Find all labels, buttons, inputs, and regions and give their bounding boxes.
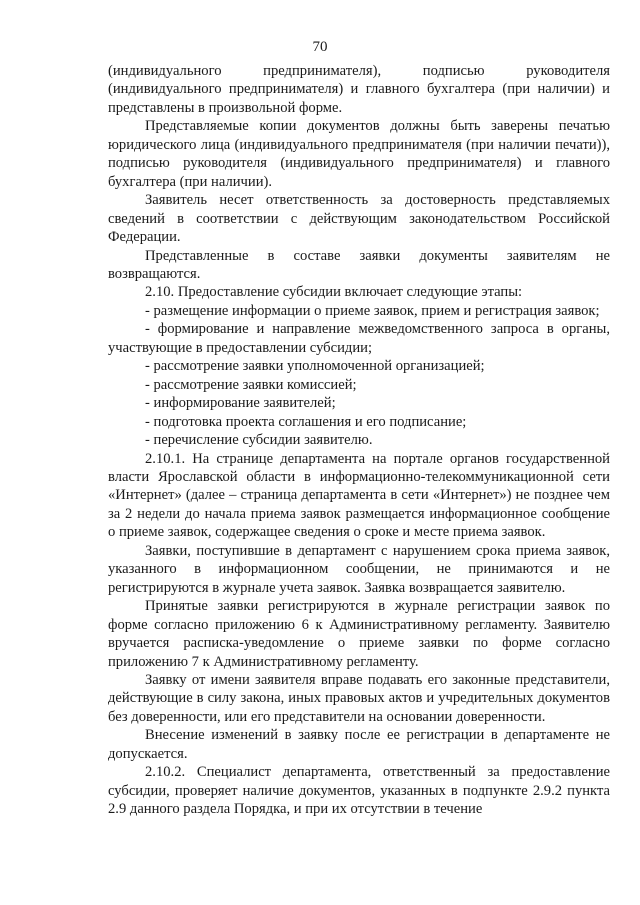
paragraph: Заявки, поступившие в департамент с нарушением срока приема заявок, указанного в информационном сообщении, не принимаются и не регистрируются в журнале учета заявок. Заявка возвращается заявителю. <box>108 542 610 596</box>
paragraph: Представленные в составе заявки документы заявителям не возвращаются. <box>108 247 610 282</box>
list-item: - информирование заявителей; <box>145 395 336 412</box>
document-body <box>108 62 610 819</box>
list-item: - рассмотрение заявки комиссией; <box>145 376 357 393</box>
list-item: - формирование и направление межведомственного запроса в органы, участвующие в предоставлении субсидии; <box>108 321 610 356</box>
section-2-10-1: 2.10.1. На странице департамента на портале органов государственной власти Ярославской области в информационно-телекоммуникационной сети «Интернет» (далее – страница департамента в сети «Интернет») не позднее чем за 2 недели до начала приема заявок размещается информационное сообщение о приеме заявок, содержащее сведения о сроке и месте приема заявок. <box>108 450 610 541</box>
section-2-10-2: 2.10.2. Специалист департамента, ответственный за предоставление субсидии, проверяет наличие документов, указанных в подпункте 2.9.2 пункта 2.9 данного раздела Порядка, и при их отсутствии в течение <box>108 764 610 818</box>
list-item: - перечисление субсидии заявителю. <box>145 432 373 449</box>
paragraph: Заявку от имени заявителя вправе подавать его законные представители, действующие в силу закона, иных правовых актов и учредительных документов без доверенности, или его представители на основании доверенности. <box>108 671 610 725</box>
paragraph-continuation: (индивидуального предпринимателя), подписью руководителя (индивидуального предпринимателя) и главного бухгалтера (при наличии) и представлены в произвольной форме. <box>108 63 610 116</box>
list-item: - рассмотрение заявки уполномоченной организацией; <box>145 358 485 375</box>
paragraph: Принятые заявки регистрируются в журнале регистрации заявок по форме согласно приложению 6 к Административному регламенту. Заявителю вручается расписка-уведомление о приеме заявки по форме согласно приложению 7 к Административному регламенту. <box>108 598 610 670</box>
paragraph: Заявитель несет ответственность за достоверность представляемых сведений в соответствии с действующим законодательством Российской Федерации. <box>108 192 610 246</box>
paragraph: Внесение изменений в заявку после ее регистрации в департаменте не допускается. <box>108 727 610 762</box>
paragraph: Представляемые копии документов должны быть заверены печатью юридического лица (индивидуального предпринимателя (при наличии печати)), подписью руководителя (индивидуального предпринимателя) и главного бухгалтера (при наличии). <box>108 118 610 190</box>
list-item: - подготовка проекта соглашения и его подписание; <box>145 413 467 430</box>
page-number: 70 <box>312 39 328 55</box>
list-item: - размещение информации о приеме заявок, прием и регистрация заявок; <box>145 302 600 319</box>
section-heading-2-10: 2.10. Предоставление субсидии включает следующие этапы: <box>145 284 523 301</box>
